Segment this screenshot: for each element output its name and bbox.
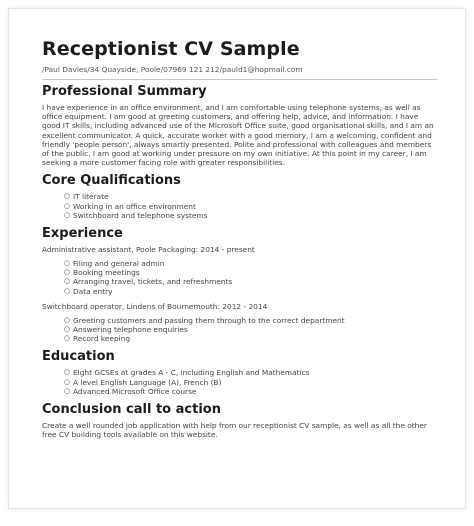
conclusion-text: Create a well rounded job application with help from our receptionist CV sample, as well as all the other free CV building tools available on this website.	[42, 421, 427, 440]
list-item-text: A level English Language (A), French (B)	[73, 377, 222, 387]
contact-details: /Paul Davies/34 Quayside, Poole/07969 121 212/pauld1@hopmail.com	[42, 65, 303, 74]
bullet-icon: ○	[64, 259, 71, 268]
list-item	[64, 192, 437, 201]
list-item	[64, 287, 437, 296]
bullet-icon: ○	[64, 210, 71, 219]
list-item-text: Data entry	[73, 286, 113, 296]
list-item-text: Eight GCSEs at grades A - C, including English and Mathematics	[73, 368, 310, 378]
cv-title: Receptionist CV Sample	[42, 38, 300, 60]
bullet-icon: ○	[64, 286, 71, 295]
list-item-text: Answering telephone enquiries	[73, 325, 188, 335]
job-duties-list	[42, 316, 437, 344]
cv-document	[9, 9, 465, 439]
section-professional-summary	[42, 84, 437, 167]
education-list	[42, 368, 437, 396]
list-item	[64, 334, 437, 343]
list-item	[64, 277, 437, 286]
bullet-icon: ○	[64, 325, 71, 334]
section-conclusion	[42, 402, 437, 439]
bullet-icon: ○	[64, 268, 71, 277]
bullet-icon: ○	[64, 315, 71, 324]
section-heading: Education	[42, 349, 115, 365]
list-item-text: Filing and general admin	[73, 259, 165, 269]
list-item	[64, 325, 437, 334]
summary-text: I have experience in an office environment, and I am comfortable using telephone systems, as well as office equipment. I am good at greeting customers, and offering help, advice, and information. I have good IT skills, including advanced use of the Microsoft Office suite, good organisational skills, and I am an excellent communicator. A quick, accurate worker with a good memory, I am a welcoming, confident and friendly 'people person', always smartly presented. Polite and professional with colleagues and members of the public, I am good at working under pressure on my own initiative. At this point in my career, I am seeking a more customer facing role with greater responsibilities.	[42, 103, 434, 168]
job-role: Administrative assistant, Poole Packaging: 2014 - present	[42, 245, 255, 255]
list-item-text: Booking meetings	[73, 268, 140, 278]
section-heading: Conclusion call to action	[42, 402, 221, 418]
list-item	[64, 316, 437, 325]
list-item	[64, 387, 437, 396]
list-item	[64, 211, 437, 220]
list-item	[64, 368, 437, 377]
list-item	[64, 259, 437, 268]
job-duties-list	[42, 259, 437, 296]
section-heading: Core Qualifications	[42, 173, 181, 189]
bullet-icon: ○	[64, 334, 71, 343]
bullet-icon: ○	[64, 192, 71, 201]
bullet-icon: ○	[64, 377, 71, 386]
list-item-text: Advanced Microsoft Office course	[73, 386, 197, 396]
cv-page	[9, 9, 465, 508]
bullet-icon: ○	[64, 201, 71, 210]
list-item	[64, 378, 437, 387]
section-experience	[42, 226, 437, 343]
list-item-text: Arranging travel, tickets, and refreshments	[73, 277, 233, 287]
list-item-text: Switchboard and telephone systems	[73, 210, 208, 220]
list-item	[64, 268, 437, 277]
section-education	[42, 349, 437, 396]
section-heading: Professional Summary	[42, 84, 207, 99]
list-item	[64, 202, 437, 211]
job-role: Switchboard operator, Lindens of Bournemouth: 2012 - 2014	[42, 301, 268, 311]
list-item-text: Working in an office environment	[73, 201, 196, 211]
list-item-text: Record keeping	[73, 334, 131, 344]
list-item-text: Greeting customers and passing them through to the correct department	[73, 315, 345, 325]
bullet-icon: ○	[64, 277, 71, 286]
list-item-text: IT literate	[73, 192, 109, 202]
divider	[42, 79, 437, 80]
bullet-icon: ○	[64, 386, 71, 395]
section-heading: Experience	[42, 226, 123, 242]
qualifications-list	[42, 192, 437, 220]
bullet-icon: ○	[64, 368, 71, 377]
section-core-qualifications	[42, 173, 437, 220]
